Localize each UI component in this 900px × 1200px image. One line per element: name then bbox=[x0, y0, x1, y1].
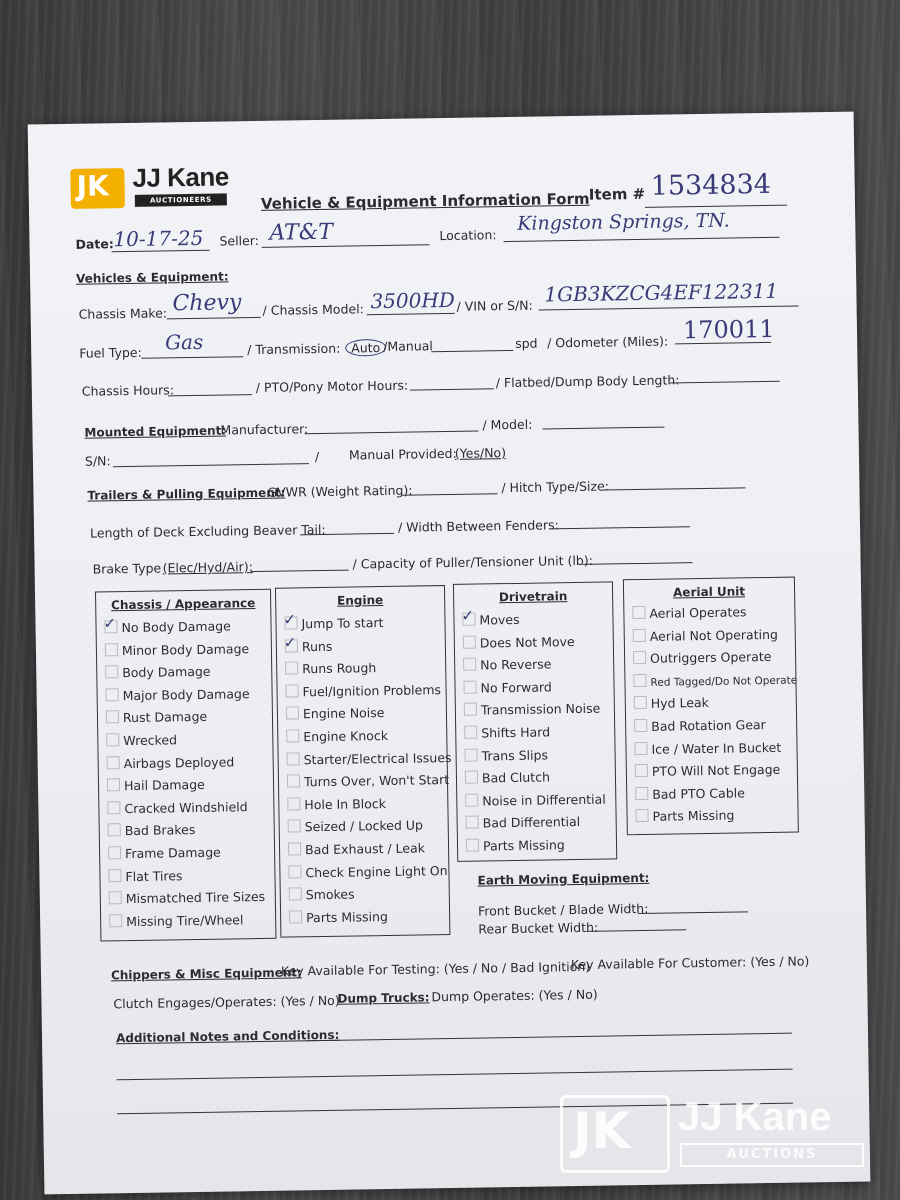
checklist-item[interactable] bbox=[106, 686, 250, 703]
checklist-item-label: Engine Noise bbox=[302, 705, 385, 722]
checklist-item[interactable] bbox=[634, 717, 766, 734]
checklist-item[interactable] bbox=[285, 638, 333, 654]
rear-bucket-label: Rear Bucket Width: bbox=[478, 919, 599, 937]
manufacturer-line bbox=[305, 431, 479, 435]
checklist-item-label: Parts Missing bbox=[652, 807, 735, 825]
trailers-heading: Trailers & Pulling Equipment: bbox=[87, 485, 286, 503]
vehicles-heading: Vehicles & Equipment: bbox=[75, 269, 229, 286]
checklist-item[interactable] bbox=[634, 739, 781, 756]
checklist-item[interactable] bbox=[633, 649, 772, 666]
checklist-item-label: PTO Will Not Engage bbox=[651, 761, 781, 780]
checklist-item[interactable] bbox=[108, 868, 182, 884]
chassis-make-label: Chassis Make: bbox=[78, 305, 168, 322]
checklist-item-label: Airbags Deployed bbox=[123, 753, 235, 771]
checklist-item[interactable] bbox=[108, 822, 196, 838]
checked-box-icon[interactable] bbox=[104, 620, 117, 633]
key-customer-text: Key Available For Customer: (Yes / No) bbox=[570, 953, 810, 973]
front-bucket-label: Front Bucket / Blade Width: bbox=[477, 900, 649, 919]
checklist-item[interactable] bbox=[105, 664, 211, 681]
form-paper: JK JJ Kane AUCTIONEERS Vehicle & Equipment Information Form Item # 1534834 Date: 10-17-25 Seller: AT&T Location: Kingston Springs, TN. Vehicles & Equipment: Chassis Make: Chevy / Chassis Model: 3500HD / VIN or S/N: 1GB3KZCG4EF122311 Fuel Type: Gas / Transmission: Auto /Manual spd / Odometer (Miles): 170011 Chassis Hours: / PTO/Pony Motor Hours: / Flatbed/Dump Body Length: Mounted Equipment: Manufacturer: / Model: S/N: / Manual Provided: (Yes/No) Trailers & Pulling Equipment: GVWR (Weight Rating): / Hitch Type/Size: Length of Deck Excluding Beaver Tail: / Width Between Fenders: Brake Type (Elec/Hyd/Air): / Capacity of Puller/Tensioner Unit (lb): Chassis / Appearance ✓No Body Damage Minor Body Damage Body Damage Major Body Damage Rust Damage Wrecked Airbags Deployed Hail Damage Cracked Windshield Bad Brakes Frame Damage Flat Tires Mismatched Tire Sizes Missing Tire/Wheel Engine ✓Jump To start ✓Runs Runs Rough Fuel/Ignition Problems Engine Noise Engine Knock Starter/Electrical Issues Turns Over, Won't Start Hole In Block Seized / Locked Up Bad Exhaust / Leak Check Engine Light On Smokes Parts Missing Drivetrain ✓Moves Does Not Move No Reverse No Forward Transmission Noise Shifts Hard Trans Slips Bad Clutch Noise in Differential Bad Differential Parts Missing Aerial Unit Aerial Operates Aerial Not Operating Outriggers Operate Red Tagged/Do Not Operate Hyd Leak Bad Rotation Gear Ice / Water In Bucket PTO Will Not Engage Bad PTO Cable Parts Missing Earth Moving Equipment: Front Bucket / Blade Width: Rear Bucket Width: Chippers & Misc Equipment: Key Available For Testing: (Yes / No / Bad Ignition) Key Available For Customer: (Yes / No) Clutch Engages/Operates: (Yes / No) Dump Trucks: Dump Operates: (Yes / No) Additional Notes and Conditions: bbox=[28, 112, 871, 1195]
checklist-item[interactable] bbox=[107, 754, 235, 771]
checklist-item-label: Bad Brakes bbox=[124, 822, 196, 839]
checklist-item-label: Red Tagged/Do Not Operate bbox=[650, 674, 798, 689]
checklist-item-label: Flat Tires bbox=[125, 867, 183, 884]
jj-kane-logo-icon: JK bbox=[70, 168, 125, 209]
checklist-item[interactable] bbox=[633, 671, 797, 689]
checkbox-icon[interactable] bbox=[106, 733, 119, 746]
checklist-item-label: Major Body Damage bbox=[122, 685, 250, 703]
checklist-item-label: Seized / Locked Up bbox=[304, 817, 424, 835]
vin-line bbox=[539, 305, 799, 310]
checklist-item-label: No Forward bbox=[480, 679, 552, 696]
checkbox-icon[interactable] bbox=[633, 651, 646, 664]
odometer-value: 170011 bbox=[682, 314, 775, 345]
checklist-item[interactable] bbox=[635, 785, 745, 802]
checked-box-icon[interactable] bbox=[462, 613, 475, 626]
seller-label: Seller: bbox=[219, 232, 260, 249]
earth-moving-heading: Earth Moving Equipment: bbox=[477, 870, 650, 888]
checklist-item[interactable] bbox=[284, 615, 383, 632]
checklist-item-label: Runs Rough bbox=[302, 660, 377, 677]
location-value: Kingston Springs, TN. bbox=[517, 209, 730, 235]
checklist-item-label: No Body Damage bbox=[121, 618, 231, 636]
checkbox-icon[interactable] bbox=[633, 674, 646, 687]
checklist-item[interactable] bbox=[286, 705, 385, 722]
checklist-item[interactable] bbox=[463, 679, 551, 695]
drivetrain-title: Drivetrain bbox=[498, 589, 568, 605]
checkbox-icon[interactable] bbox=[633, 629, 646, 642]
checkbox-icon[interactable] bbox=[463, 635, 476, 648]
checkbox-icon[interactable] bbox=[105, 643, 118, 656]
location-line bbox=[504, 237, 780, 242]
gvwr-line bbox=[402, 493, 498, 496]
checklist-item-label: Parts Missing bbox=[306, 908, 389, 926]
location-label: Location: bbox=[439, 227, 497, 244]
checklist-item-label: Body Damage bbox=[122, 663, 211, 681]
deck-length-label: Length of Deck Excluding Beaver Tail: bbox=[89, 521, 326, 541]
spd-label: spd bbox=[515, 335, 538, 351]
drivetrain-box bbox=[453, 581, 617, 861]
checkbox-icon[interactable] bbox=[107, 756, 120, 769]
checkbox-icon[interactable] bbox=[463, 658, 476, 671]
checklist-item[interactable] bbox=[289, 909, 388, 926]
checkbox-icon[interactable] bbox=[632, 606, 645, 619]
checklist-item[interactable] bbox=[464, 701, 601, 718]
checklist-item[interactable] bbox=[288, 840, 425, 857]
item-line bbox=[645, 205, 787, 208]
checkbox-icon[interactable] bbox=[108, 869, 121, 882]
checklist-item-label: Aerial Operates bbox=[649, 604, 747, 621]
checkbox-icon[interactable] bbox=[285, 662, 298, 675]
transmission-auto-option: Auto bbox=[345, 339, 386, 357]
checklist-item-label: Ice / Water In Bucket bbox=[651, 739, 782, 757]
checklist-item-label: Hole In Block bbox=[304, 795, 387, 813]
chassis-hours-label: Chassis Hours: bbox=[81, 382, 175, 399]
checkbox-icon[interactable] bbox=[286, 729, 299, 742]
fuel-type-label: Fuel Type: bbox=[79, 344, 142, 361]
front-bucket-line bbox=[638, 911, 748, 914]
chassis-make-line bbox=[167, 317, 261, 319]
checklist-item-label: Smokes bbox=[305, 886, 355, 903]
checklist-item-label: Aerial Not Operating bbox=[649, 626, 778, 644]
mounted-heading: Mounted Equipment: bbox=[84, 423, 227, 440]
checklist-item-label: Shifts Hard bbox=[481, 724, 551, 741]
vin-value: 1GB3KZCG4EF122311 bbox=[544, 278, 779, 307]
chassis-appearance-title: Chassis / Appearance bbox=[110, 596, 256, 613]
checkbox-icon[interactable] bbox=[287, 775, 300, 788]
checklist-item[interactable] bbox=[287, 796, 386, 813]
checkbox-icon[interactable] bbox=[464, 748, 477, 761]
brand-name: JJ Kane bbox=[132, 161, 229, 193]
checklist-item[interactable] bbox=[109, 889, 266, 906]
checklist-item-label: Cracked Windshield bbox=[124, 798, 248, 816]
checkbox-icon[interactable] bbox=[634, 696, 647, 709]
checklist-item[interactable] bbox=[285, 682, 441, 699]
checklist-item[interactable] bbox=[108, 845, 221, 862]
checkbox-icon[interactable] bbox=[635, 809, 648, 822]
fuel-type-value: Gas bbox=[164, 329, 204, 355]
checklist-item-label: Mismatched Tire Sizes bbox=[125, 889, 266, 907]
item-number: 1534834 bbox=[650, 168, 772, 202]
checkbox-icon[interactable] bbox=[109, 914, 122, 927]
checked-box-icon[interactable] bbox=[284, 616, 297, 629]
chassis-model-line bbox=[367, 313, 455, 315]
checklist-item[interactable] bbox=[463, 634, 575, 651]
deck-length-line bbox=[300, 533, 394, 535]
chassis-make-value: Chevy bbox=[172, 290, 242, 317]
date-line bbox=[112, 250, 210, 253]
checklist-item-label: Noise in Differential bbox=[482, 791, 606, 809]
checklist-item-label: Hyd Leak bbox=[650, 695, 709, 712]
transmission-manual-option: /Manual bbox=[383, 338, 433, 354]
checkbox-icon[interactable] bbox=[463, 680, 476, 693]
pto-hours-label: / PTO/Pony Motor Hours: bbox=[255, 377, 409, 396]
capacity-line bbox=[583, 562, 693, 565]
checklist-item[interactable] bbox=[289, 887, 355, 903]
brake-type-line bbox=[251, 570, 349, 573]
checklist-item[interactable] bbox=[634, 695, 709, 711]
aerial-unit-box bbox=[623, 577, 799, 836]
checklist-item[interactable] bbox=[287, 772, 449, 790]
chippers-heading: Chippers & Misc Equipment: bbox=[110, 965, 303, 983]
checklist-item[interactable] bbox=[286, 728, 388, 745]
checkbox-icon[interactable] bbox=[107, 778, 120, 791]
checkbox-icon[interactable] bbox=[465, 771, 478, 784]
checklist-item-label: Turns Over, Won't Start bbox=[303, 772, 450, 790]
checklist-item[interactable] bbox=[464, 724, 550, 740]
engine-box bbox=[275, 585, 450, 938]
checklist-item-label: Bad Exhaust / Leak bbox=[304, 840, 426, 858]
checkbox-icon[interactable] bbox=[106, 711, 119, 724]
brand-tagline: AUCTIONEERS bbox=[135, 193, 227, 206]
checkbox-icon[interactable] bbox=[289, 888, 302, 901]
checkbox-icon[interactable] bbox=[464, 726, 477, 739]
checkbox-icon[interactable] bbox=[108, 824, 121, 837]
key-testing-text: Key Available For Testing: (Yes / No / Bad Ignition) bbox=[280, 958, 591, 979]
checklist-item-label: Runs bbox=[301, 638, 333, 654]
vin-label: / VIN or S/N: bbox=[456, 297, 533, 314]
checklist-item[interactable] bbox=[466, 837, 565, 854]
checkbox-icon[interactable] bbox=[107, 801, 120, 814]
checklist-item-label: Wrecked bbox=[123, 732, 178, 749]
checklist-item-label: Fuel/Ignition Problems bbox=[302, 681, 442, 700]
brake-type-options: (Elec/Hyd/Air): bbox=[162, 559, 253, 576]
watermark-tagline: AUCTIONS bbox=[680, 1143, 864, 1167]
chassis-model-value: 3500HD bbox=[370, 287, 456, 314]
checklist-item[interactable] bbox=[109, 912, 243, 929]
pto-hours-line bbox=[410, 388, 494, 390]
checklist-item[interactable] bbox=[635, 808, 734, 825]
checkbox-icon[interactable] bbox=[105, 665, 118, 678]
checkbox-icon[interactable] bbox=[635, 764, 648, 777]
flatbed-length-line bbox=[670, 381, 780, 384]
checklist-item-label: Transmission Noise bbox=[480, 701, 601, 718]
model-label: / Model: bbox=[482, 416, 533, 433]
checklist-item-label: Check Engine Light On bbox=[305, 862, 448, 880]
checklist-item-label: Rust Damage bbox=[122, 709, 208, 726]
notes-line-1 bbox=[306, 1033, 792, 1042]
checkbox-icon[interactable] bbox=[287, 752, 300, 765]
checkbox-icon[interactable] bbox=[634, 719, 647, 732]
sn-line bbox=[113, 463, 309, 467]
checklist-item-label: Missing Tire/Wheel bbox=[126, 912, 244, 929]
checklist-item-label: No Reverse bbox=[480, 656, 552, 673]
checklist-item[interactable] bbox=[285, 660, 376, 676]
checkbox-icon[interactable] bbox=[288, 820, 301, 833]
fenders-label: / Width Between Fenders: bbox=[397, 517, 559, 535]
fuel-type-line bbox=[141, 356, 243, 359]
checklist-item[interactable] bbox=[288, 863, 447, 880]
checklist-item-label: Starter/Electrical Issues bbox=[303, 749, 452, 767]
odometer-label: / Odometer (Miles): bbox=[547, 333, 669, 351]
checklist-item-label: Engine Knock bbox=[303, 727, 389, 745]
date-value: 10-17-25 bbox=[113, 225, 204, 252]
seller-value: AT&T bbox=[269, 219, 334, 246]
checklist-item[interactable] bbox=[632, 604, 746, 621]
checkbox-icon[interactable] bbox=[635, 787, 648, 800]
dump-operates-text: Dump Operates: (Yes / No) bbox=[431, 986, 598, 1005]
checklist-item-label: Does Not Move bbox=[479, 633, 575, 651]
checklist-item-label: Minor Body Damage bbox=[121, 640, 250, 658]
odometer-line bbox=[675, 342, 771, 345]
checklist-item[interactable] bbox=[107, 777, 205, 794]
checklist-item-label: Jump To start bbox=[301, 615, 384, 632]
checklist-item-label: Moves bbox=[479, 611, 520, 628]
checkbox-icon[interactable] bbox=[106, 688, 119, 701]
checklist-item[interactable] bbox=[104, 618, 230, 635]
capacity-label: / Capacity of Puller/Tensioner Unit (lb): bbox=[352, 552, 593, 572]
checkbox-icon[interactable] bbox=[466, 816, 479, 829]
checklist-item[interactable] bbox=[465, 791, 606, 808]
checklist-item-label: Trans Slips bbox=[481, 747, 549, 764]
transmission-label: / Transmission: bbox=[247, 340, 341, 358]
hitch-label: / Hitch Type/Size: bbox=[501, 478, 610, 496]
checklist-item[interactable] bbox=[466, 814, 581, 831]
model-line bbox=[542, 427, 664, 430]
checklist-item[interactable] bbox=[288, 818, 423, 835]
checklist-item[interactable] bbox=[106, 709, 207, 726]
checklist-item[interactable] bbox=[287, 750, 452, 768]
form-title: Vehicle & Equipment Information Form bbox=[260, 189, 590, 213]
checklist-item-label: Bad Rotation Gear bbox=[651, 717, 766, 734]
checkbox-icon[interactable] bbox=[289, 910, 302, 923]
sn-label: S/N: bbox=[84, 453, 111, 469]
date-label: Date: bbox=[75, 236, 114, 252]
checklist-item[interactable] bbox=[463, 657, 551, 673]
watermark-name: JJ Kane bbox=[678, 1095, 832, 1139]
clutch-text: Clutch Engages/Operates: (Yes / No) bbox=[113, 992, 340, 1012]
item-label: Item # bbox=[588, 184, 646, 204]
checkbox-icon[interactable] bbox=[108, 846, 121, 859]
checkbox-icon[interactable] bbox=[465, 793, 478, 806]
checklist-item-label: Parts Missing bbox=[482, 837, 565, 854]
dump-trucks-heading: Dump Trucks: bbox=[337, 990, 430, 1006]
checklist-item-label: Bad Clutch bbox=[481, 769, 551, 786]
notes-line-2 bbox=[117, 1069, 793, 1081]
checkbox-icon[interactable] bbox=[466, 839, 479, 852]
checklist-item[interactable] bbox=[105, 641, 249, 658]
checkbox-icon[interactable] bbox=[464, 703, 477, 716]
watermark bbox=[560, 1093, 870, 1171]
checkbox-icon[interactable] bbox=[286, 707, 299, 720]
checklist-item[interactable] bbox=[633, 626, 778, 643]
chassis-appearance-box bbox=[95, 589, 276, 942]
chassis-model-label: / Chassis Model: bbox=[262, 301, 364, 318]
checklist-item[interactable] bbox=[107, 799, 247, 816]
manual-provided-label: Manual Provided: bbox=[348, 445, 457, 463]
hitch-line bbox=[603, 487, 745, 490]
fenders-line bbox=[550, 526, 690, 529]
engine-title: Engine bbox=[336, 593, 384, 608]
checklist-item-label: Bad Differential bbox=[482, 814, 581, 831]
checkbox-icon[interactable] bbox=[285, 684, 298, 697]
checkbox-icon[interactable] bbox=[634, 741, 647, 754]
checked-box-icon[interactable] bbox=[285, 639, 298, 652]
checklist-item[interactable] bbox=[464, 747, 548, 763]
checklist-item-label: Bad PTO Cable bbox=[652, 785, 745, 802]
flatbed-length-label: / Flatbed/Dump Body Length: bbox=[495, 372, 680, 391]
gvwr-label: GVWR (Weight Rating): bbox=[267, 482, 413, 500]
checklist-item[interactable] bbox=[462, 612, 519, 628]
checkbox-icon[interactable] bbox=[287, 797, 300, 810]
checkbox-icon[interactable] bbox=[288, 865, 301, 878]
manual-provided-options: (Yes/No) bbox=[454, 445, 507, 461]
brake-type-label: Brake Type bbox=[92, 560, 162, 577]
checklist-item[interactable] bbox=[635, 762, 781, 779]
checklist-item[interactable] bbox=[465, 770, 550, 786]
rear-bucket-line bbox=[586, 929, 686, 932]
checklist-item-label: Hail Damage bbox=[123, 777, 205, 794]
manufacturer-label: Manufacturer: bbox=[220, 421, 309, 438]
checklist-item-label: Frame Damage bbox=[124, 844, 221, 862]
chassis-hours-line bbox=[168, 394, 252, 396]
checklist-item-label: Outriggers Operate bbox=[649, 649, 772, 667]
watermark-logo-icon: JK bbox=[560, 1095, 670, 1173]
checkbox-icon[interactable] bbox=[288, 842, 301, 855]
spd-line bbox=[431, 350, 513, 352]
aerial-unit-title: Aerial Unit bbox=[672, 584, 746, 600]
checklist-item[interactable] bbox=[106, 732, 177, 748]
notes-heading: Additional Notes and Conditions: bbox=[115, 1027, 340, 1046]
checkbox-icon[interactable] bbox=[109, 891, 122, 904]
